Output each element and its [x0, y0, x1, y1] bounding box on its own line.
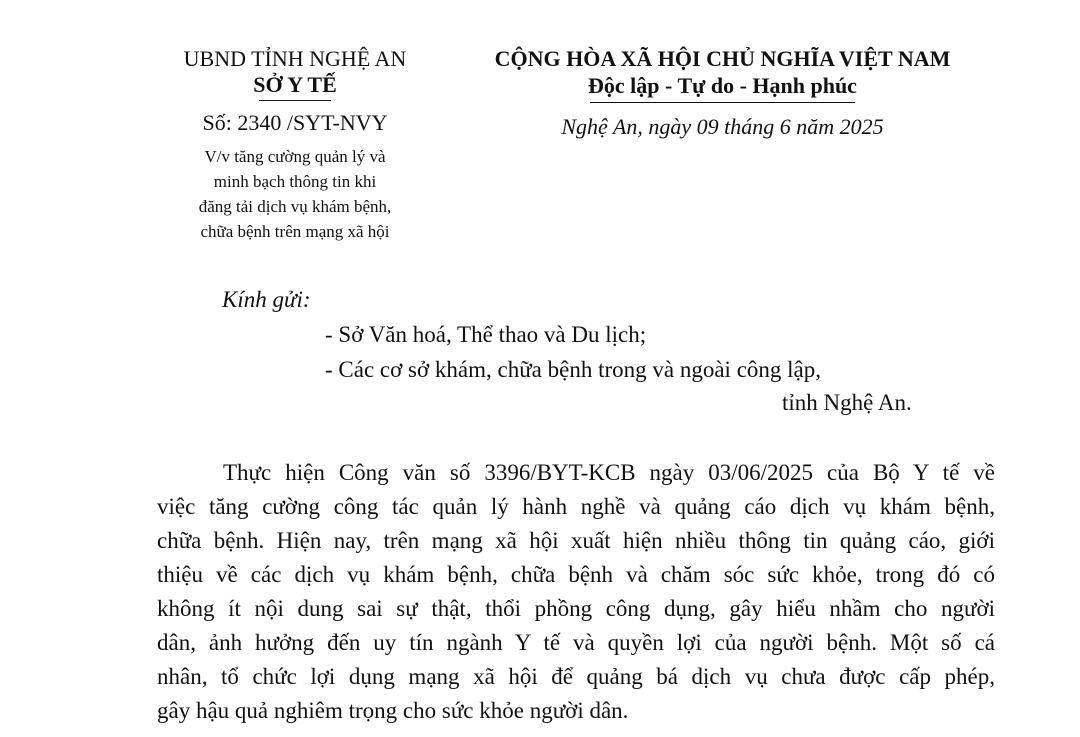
document-subject [150, 144, 440, 244]
body-line: dân, ảnh hưởng đến uy tín ngành Y tế và quyền lợi của người bệnh. Một số cá [157, 630, 995, 655]
national-header-block [455, 46, 990, 140]
issuing-organization: SỞ Y TẾ [253, 72, 337, 97]
body-line: gây hậu quả nghiêm trọng cho sức khỏe người dân. [157, 698, 629, 723]
body-line: việc tăng cường công tác quản lý hành nghề và quảng cáo dịch vụ khám bệnh, [157, 494, 995, 519]
body-line: thiệu về các dịch vụ khám bệnh, chữa bệnh và chăm sóc sức khỏe, trong đó có [157, 562, 995, 587]
recipient-item: - Các cơ sở khám, chữa bệnh trong và ngoài công lập, [325, 357, 822, 382]
subject-line: V/v tăng cường quản lý và [204, 147, 386, 166]
issuing-agency-block [150, 46, 440, 244]
national-title: CỘNG HÒA XÃ HỘI CHỦ NGHĨA VIỆT NAM [494, 46, 951, 71]
recipient-item: - Sở Văn hoá, Thể thao và Du lịch; [325, 322, 647, 347]
national-motto: Độc lập - Tự do - Hạnh phúc [588, 73, 857, 98]
subject-line: đăng tải dịch vụ khám bệnh, [198, 197, 392, 216]
subject-line: minh bạch thông tin khi [213, 172, 377, 191]
document-date: Nghệ An, ngày 09 tháng 6 năm 2025 [561, 114, 884, 139]
body-line: chữa bệnh. Hiện nay, trên mạng xã hội xuất hiện nhiều thông tin quảng cáo, giới [157, 528, 995, 553]
recipient-item: tỉnh Nghệ An. [782, 390, 912, 415]
body-line: Thực hiện Công văn số 3396/BYT-KCB ngày 03/06/2025 của Bộ Y tế về [223, 460, 995, 485]
subject-line: chữa bệnh trên mạng xã hội [200, 222, 390, 241]
parent-organization: UBND TỈNH NGHỆ AN [183, 46, 407, 71]
document-number: Số: 2340 /SYT-NVY [202, 110, 388, 135]
body-line: nhân, tổ chức lợi dụng mạng xã hội để quảng bá dịch vụ chưa được cấp phép, [157, 664, 995, 689]
recipients-greeting: Kính gửi: [222, 287, 311, 312]
body-paragraph [157, 456, 995, 728]
body-line: không ít nội dung sai sự thật, thổi phồng công dụng, gây hiểu nhầm cho người [157, 596, 995, 621]
